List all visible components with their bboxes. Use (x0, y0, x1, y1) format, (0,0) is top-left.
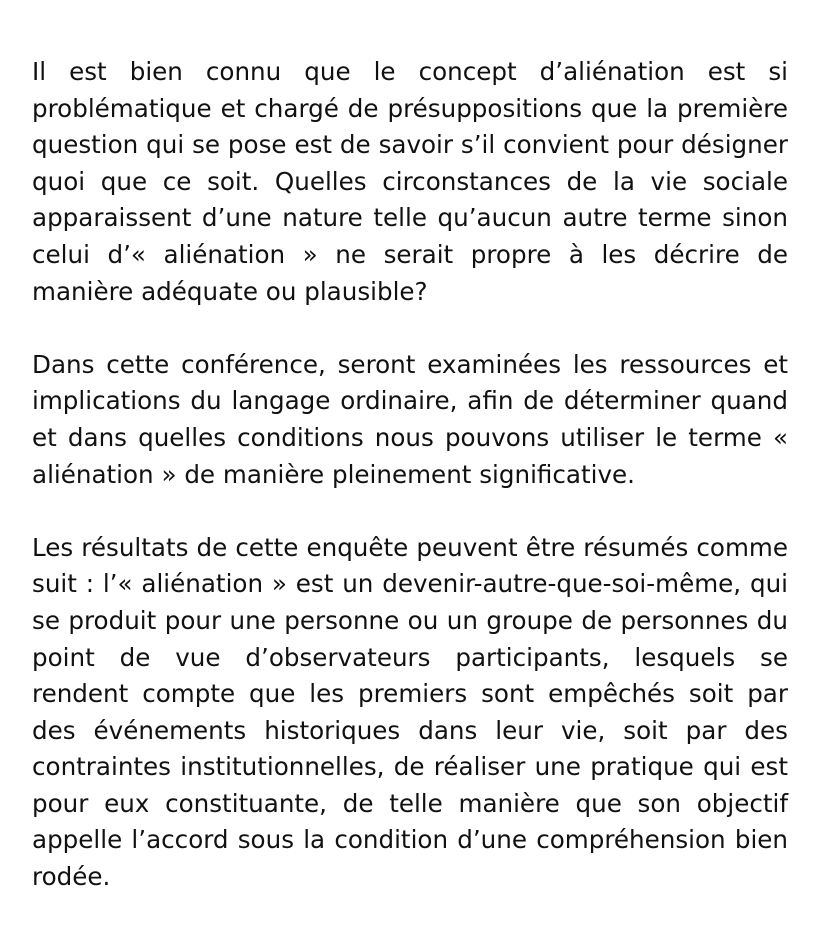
paragraph-1: Il est bien connu que le concept d’aliénation est si problématique et chargé de présuppositions que la première question qui se pose est de savoir s’il convient pour désigner quoi que ce soit. Quelles circonstances de la vie sociale apparaissent d’une nature telle qu’aucun autre terme sinon celui d’« aliénation » ne serait propre à les décrire de manière adéquate ou plausible? (32, 57, 788, 306)
document-body (32, 54, 788, 932)
paragraph-2: Dans cette conférence, seront examinées les ressources et implications du langage ordinaire, afin de déterminer quand et dans quelles conditions nous pouvons utiliser le terme « aliénation » de manière pleinement significative. (32, 349, 788, 489)
paragraph-3: Les résultats de cette enquête peuvent être résumés comme suit : l’« aliénation » est un devenir-autre-que-soi-même, qui se produit pour une personne ou un groupe de personnes du point de vue d’observateurs participants, lesquels se rendent compte que les premiers sont empêchés soit par des événements historiques dans leur vie, soit par des contraintes institutionnelles, de réaliser une pratique qui est pour eux constituante, de telle manière que son objectif appelle l’accord sous la condition d’une compréhension bien rodée. (32, 532, 788, 892)
